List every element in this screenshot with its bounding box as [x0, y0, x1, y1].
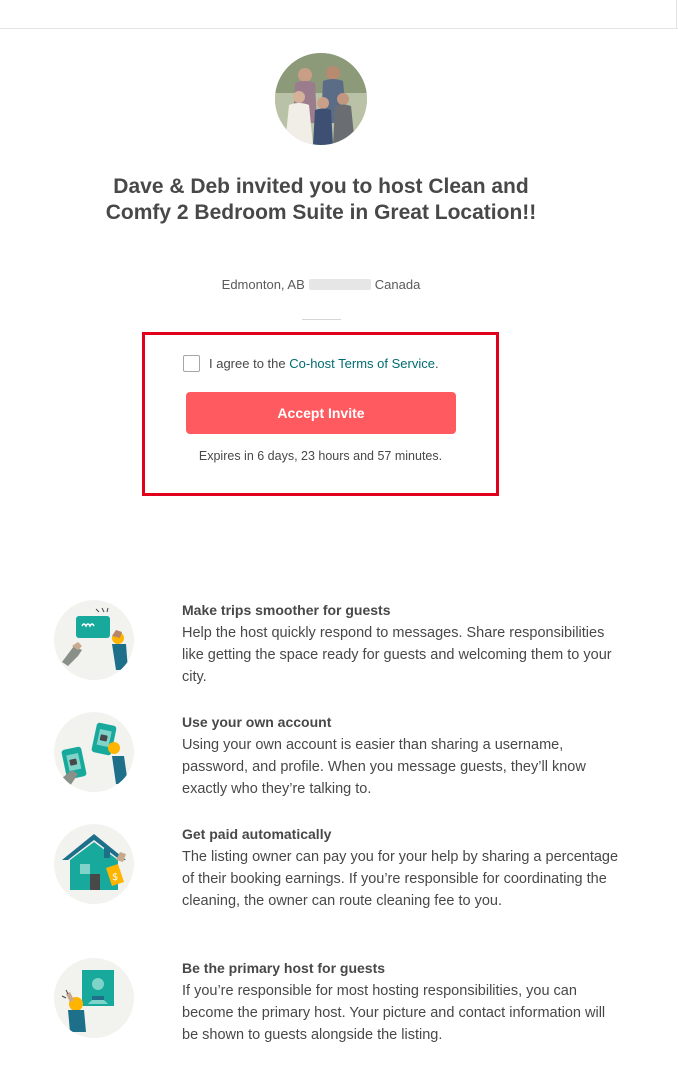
header-divider: [0, 28, 678, 29]
feature-description: Help the host quickly respond to messages. Share responsibilities like getting the space ready for guests and welcoming them to your city.: [182, 625, 612, 685]
location-country: Canada: [374, 277, 421, 292]
redacted-postal-code: [309, 279, 371, 290]
svg-text:$: $: [112, 872, 119, 883]
terms-agreement-row: [183, 354, 439, 372]
accept-invite-button[interactable]: Accept Invite: [186, 392, 456, 434]
terms-checkbox[interactable]: [183, 355, 200, 372]
host-avatar: [275, 53, 367, 145]
messaging-hands-icon: [54, 600, 134, 680]
agree-prefix: I agree to the: [209, 355, 286, 371]
feature-title: Make trips smoother for guests: [182, 602, 391, 618]
section-divider: [302, 319, 341, 320]
feature-description: If you’re responsible for most hosting responsibilities, you can become the primary host. Your picture and contact information will be shown to guests alongside the listing.: [182, 983, 606, 1043]
invite-headline: Dave & Deb invited you to host Clean and Comfy 2 Bedroom Suite in Great Location!!: [105, 175, 537, 224]
feature-title: Be the primary host for guests: [182, 960, 386, 976]
location-city: Edmonton, AB: [221, 277, 305, 292]
invite-expiry-text: Expires in 6 days, 23 hours and 57 minutes.: [198, 449, 443, 463]
cohost-terms-link[interactable]: Co-host Terms of Service: [289, 355, 435, 371]
feature-description: Using your own account is easier than sharing a username, password, and profile. When you message guests, they’ll know exactly who they’re talking to.: [182, 737, 586, 797]
listing-location: [100, 277, 542, 293]
house-payment-icon: [54, 824, 134, 904]
terms-agreement-text: [209, 356, 439, 371]
feature-title: Get paid automatically: [182, 826, 332, 842]
primary-host-profile-icon: [54, 958, 134, 1038]
feature-title: Use your own account: [182, 714, 332, 730]
phones-account-icon: [54, 712, 134, 792]
agree-suffix: .: [434, 355, 439, 371]
header-edge: [676, 0, 677, 29]
feature-description: The listing owner can pay you for your help by sharing a percentage of their booking earnings. If you’re responsible for coordinating the cleaning, the owner can route cleaning fee to you.: [182, 849, 619, 909]
